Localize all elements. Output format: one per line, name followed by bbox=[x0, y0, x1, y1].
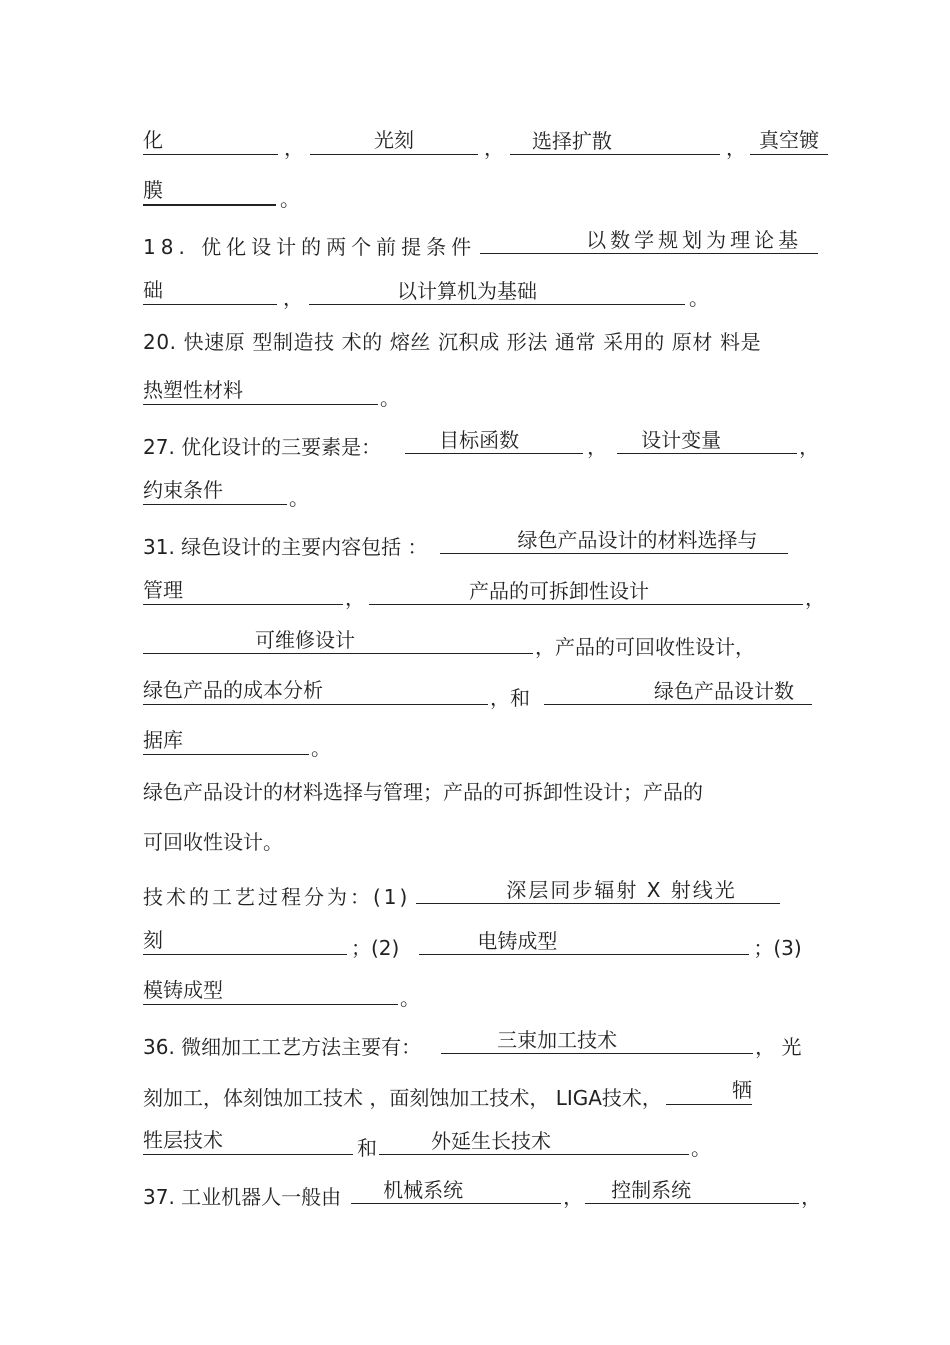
text-segment: ，和 bbox=[490, 686, 530, 710]
question-text: 36. 微细加工工艺方法主要有： bbox=[143, 1035, 422, 1059]
text-line bbox=[143, 277, 808, 310]
punctuation: 。 bbox=[400, 986, 420, 1010]
punctuation: ， bbox=[587, 435, 608, 459]
question-18 bbox=[143, 227, 808, 257]
fill-blank-answer: 产品的可拆卸性设计 bbox=[369, 578, 803, 605]
fill-blank-answer: 以计算机为基础 bbox=[309, 278, 685, 305]
question-31 bbox=[143, 527, 808, 557]
text-line bbox=[143, 677, 808, 710]
text-line bbox=[143, 177, 808, 211]
fill-blank-answer: 牲层技术 bbox=[143, 1127, 353, 1155]
fill-blank-answer: 热塑性材料 bbox=[143, 377, 378, 405]
text-line bbox=[143, 827, 808, 857]
question-text: 18. 优化设计的两个前提条件 bbox=[143, 235, 477, 259]
text-segment: ， 光 bbox=[755, 1035, 802, 1059]
text-line bbox=[143, 977, 808, 1010]
punctuation: 。 bbox=[689, 286, 709, 310]
text-segment: ；(3) bbox=[753, 936, 802, 960]
punctuation: ， bbox=[801, 1185, 822, 1209]
fill-blank-answer: 控制系统 bbox=[585, 1177, 799, 1204]
text-segment: 和 bbox=[357, 1136, 377, 1160]
fill-blank-answer: 可维修设计 bbox=[143, 627, 533, 654]
punctuation: ， bbox=[283, 286, 303, 310]
text-line bbox=[143, 727, 808, 760]
text-segment: 绿色产品设计的材料选择与管理；产品的可拆卸性设计；产品的 bbox=[143, 780, 703, 804]
question-text: 31. 绿色设计的主要内容包括 ： bbox=[143, 535, 428, 559]
punctuation: ， bbox=[284, 136, 304, 160]
fill-blank-answer: 化 bbox=[143, 127, 278, 155]
fill-blank-answer: 机械系统 bbox=[351, 1177, 561, 1204]
text-line bbox=[143, 1127, 808, 1160]
punctuation: 。 bbox=[691, 1136, 711, 1160]
text-line bbox=[143, 877, 808, 907]
fill-blank-answer: 据库 bbox=[143, 727, 309, 755]
fill-blank-answer: 光刻 bbox=[310, 127, 478, 155]
punctuation: 。 bbox=[380, 386, 400, 410]
fill-blank-answer: 刻 bbox=[143, 927, 347, 955]
question-text: 27. 优化设计的三要素是： bbox=[143, 435, 382, 459]
fill-blank-answer: 外延生长技术 bbox=[379, 1128, 689, 1155]
question-27 bbox=[143, 427, 820, 459]
punctuation: 。 bbox=[289, 486, 309, 510]
fill-blank-answer: 三束加工技术 bbox=[441, 1027, 753, 1054]
punctuation: ， bbox=[799, 435, 820, 459]
fill-blank-answer: 绿色产品设计数 bbox=[544, 678, 812, 705]
fill-blank-answer: 绿色产品设计的材料选择与 bbox=[440, 527, 788, 554]
text-line bbox=[143, 927, 808, 960]
punctuation: ， bbox=[805, 586, 825, 610]
punctuation: 。 bbox=[311, 736, 331, 760]
fill-blank-answer: 约束条件 bbox=[143, 477, 287, 505]
fill-blank-answer: 绿色产品的成本分析 bbox=[143, 677, 488, 705]
fill-blank-answer: 选择扩散 bbox=[510, 128, 720, 155]
punctuation: 。 bbox=[280, 187, 300, 211]
text-line bbox=[143, 777, 808, 807]
text-segment: ，产品的可回收性设计， bbox=[535, 635, 755, 659]
fill-blank-answer: 真空镀 bbox=[750, 127, 828, 155]
question-text: 37. 工业机器人一般由 bbox=[143, 1185, 342, 1209]
text-line bbox=[143, 477, 808, 510]
question-36 bbox=[143, 1027, 808, 1057]
text-segment: 可回收性设计。 bbox=[143, 830, 283, 854]
fill-blank-answer: 础 bbox=[143, 277, 277, 305]
fill-blank-answer: 膜 bbox=[143, 177, 276, 206]
fill-blank-answer: 牺 bbox=[666, 1077, 752, 1105]
text-segment: ；(2) bbox=[351, 936, 400, 960]
question-text: 20. 快速原 型制造技 术的 熔丝 沉积成 形法 通常 采用的 原材 料是 bbox=[143, 330, 762, 354]
text-segment: 技术的工艺过程分为：(1) bbox=[143, 885, 411, 909]
punctuation: ， bbox=[484, 136, 504, 160]
punctuation: ， bbox=[726, 136, 746, 160]
fill-blank-answer: 以数学规划为理论基 bbox=[480, 227, 818, 254]
fill-blank-answer: 目标函数 bbox=[405, 427, 583, 454]
punctuation: ， bbox=[563, 1185, 584, 1209]
fill-blank-answer: 模铸成型 bbox=[143, 977, 398, 1005]
fill-blank-answer: 设计变量 bbox=[617, 427, 797, 454]
text-line bbox=[143, 1077, 808, 1110]
fill-blank-answer: 深层同步辐射 X 射线光 bbox=[416, 877, 780, 904]
text-line bbox=[143, 627, 808, 657]
text-line bbox=[143, 577, 825, 610]
fill-blank-answer: 管理 bbox=[143, 577, 343, 605]
question-20 bbox=[143, 327, 808, 357]
question-37 bbox=[143, 1177, 822, 1209]
text-segment: 刻加工，体刻蚀加工技术 ，面刻蚀加工技术， LIGA技术， bbox=[143, 1086, 662, 1110]
fill-blank-answer: 电铸成型 bbox=[419, 928, 749, 955]
text-line bbox=[143, 377, 808, 410]
punctuation: ， bbox=[345, 586, 365, 610]
text-line bbox=[143, 127, 819, 160]
